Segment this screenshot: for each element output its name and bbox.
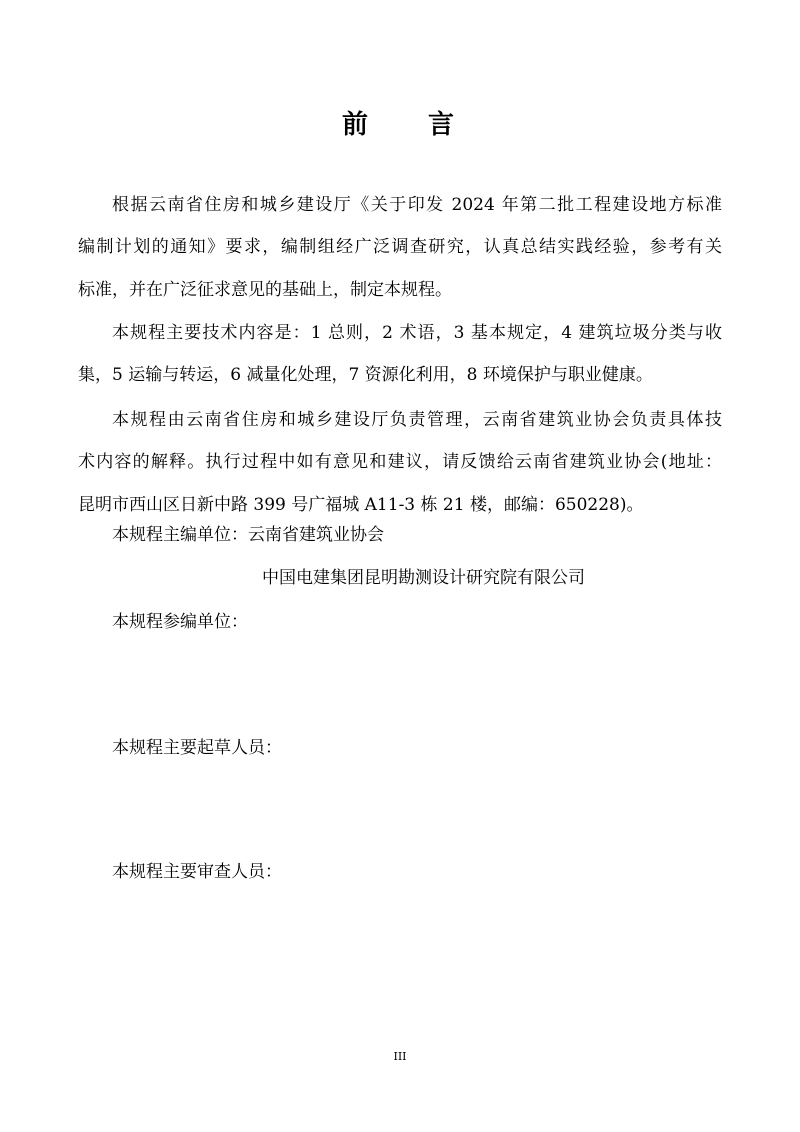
paragraph-1-line: 编制计划的通知》要求，编制组经广泛调查研究，认真总结实践经验，参考有关 [78,237,722,257]
paragraph-2-line: 本规程主要技术内容是：1 总则，2 术语，3 基本规定，4 建筑垃圾分类与收 [112,323,722,343]
participating-units-label: 本规程参编单位： [112,612,248,632]
paragraph-1-line: 标准，并在广泛征求意见的基础上，制定本规程。 [78,280,452,300]
paragraph-2-line: 集，5 运输与转运，6 减量化处理，7 资源化利用，8 环境保护与职业健康。 [78,365,653,385]
title-char: 言 [428,110,459,140]
title-char: 前 [341,110,372,140]
page-title [0,104,800,141]
chief-unit-2: 中国电建集团昆明勘测设计研究院有限公司 [262,568,585,588]
drafters-label: 本规程主要起草人员： [112,738,282,758]
chief-units-label: 本规程主编单位：云南省建筑业协会 [112,525,384,545]
page-number: III [393,1050,407,1063]
reviewers-label: 本规程主要审查人员： [112,862,282,882]
paragraph-3-line: 本规程由云南省住房和城乡建设厅负责管理，云南省建筑业协会负责具体技 [112,410,722,430]
paragraph-3-line: 术内容的解释。执行过程中如有意见和建议，请反馈给云南省建筑业协会(地址： [78,452,722,472]
paragraph-3-line: 昆明市西山区日新中路 399 号广福城 A11-3 栋 21 楼，邮编：650228)。 [78,495,644,515]
paragraph-1-line: 根据云南省住房和城乡建设厅《关于印发 2024 年第二批工程建设地方标准 [112,195,722,215]
